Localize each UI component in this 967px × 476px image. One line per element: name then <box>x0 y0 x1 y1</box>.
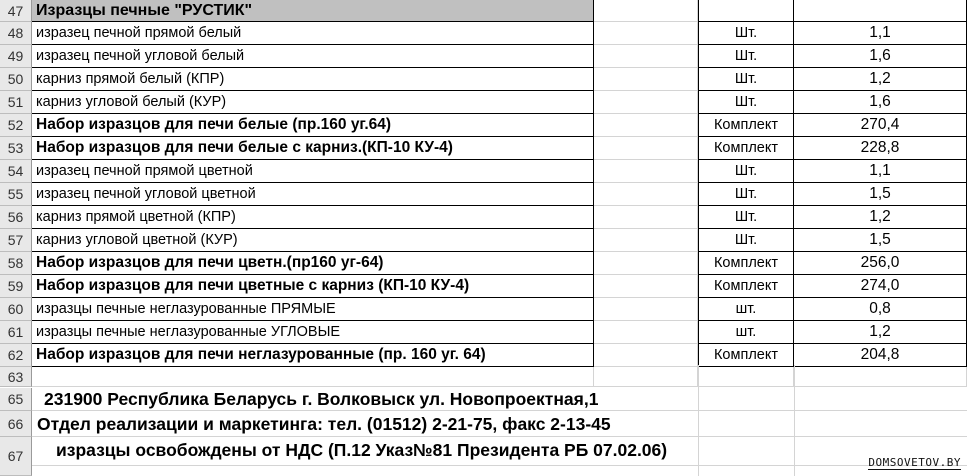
table-row <box>0 183 967 206</box>
empty-cell[interactable] <box>594 321 698 344</box>
item-name-cell[interactable]: карниз прямой цветной (КПР) <box>32 206 594 229</box>
item-name-cell[interactable]: Изразцы печные "РУСТИК" <box>32 0 594 22</box>
unit-cell[interactable] <box>698 0 794 22</box>
table-row <box>0 114 967 137</box>
unit-cell[interactable]: шт. <box>698 321 794 344</box>
table-row <box>0 298 967 321</box>
address-text: 231900 Республика Беларусь г. Волковыск ул. Новопроектная,1 <box>44 389 599 409</box>
empty-cell[interactable] <box>594 114 698 137</box>
table-row <box>0 206 967 229</box>
row-number: 63 <box>0 367 32 387</box>
row-number: 59 <box>0 275 32 298</box>
table-row <box>0 91 967 114</box>
item-name-cell[interactable]: изразец печной прямой белый <box>32 22 594 45</box>
table-row <box>0 275 967 298</box>
item-name-cell[interactable] <box>32 367 594 387</box>
unit-cell[interactable]: Комплект <box>698 344 794 367</box>
row-number: 66 <box>0 411 32 437</box>
item-name-cell[interactable]: изразец печной угловой цветной <box>32 183 594 206</box>
unit-cell[interactable]: Шт. <box>698 68 794 91</box>
table-row <box>0 45 967 68</box>
empty-cell[interactable] <box>594 91 698 114</box>
contacts-text: Отдел реализации и маркетинга: тел. (01512) 2-21-75, факс 2-13-45 <box>37 414 611 434</box>
price-cell[interactable]: 1,1 <box>794 160 967 183</box>
unit-cell[interactable]: Шт. <box>698 45 794 68</box>
price-cell[interactable]: 1,5 <box>794 229 967 252</box>
row-number: 58 <box>0 252 32 275</box>
item-name-cell[interactable]: Набор изразцов для печи белые с карниз.(КП-10 КУ-4) <box>32 137 594 160</box>
item-name-cell[interactable]: изразцы печные неглазурованные УГЛОВЫЕ <box>32 321 594 344</box>
empty-cell[interactable] <box>594 344 698 367</box>
item-name-cell[interactable]: Набор изразцов для печи неглазурованные (пр. 160 уг. 64) <box>32 344 594 367</box>
empty-cell[interactable] <box>594 45 698 68</box>
price-cell[interactable]: 1,2 <box>794 68 967 91</box>
empty-cell[interactable] <box>594 275 698 298</box>
price-cell[interactable]: 1,2 <box>794 321 967 344</box>
row-number: 48 <box>0 22 32 45</box>
item-name-cell[interactable]: изразец печной угловой белый <box>32 45 594 68</box>
unit-cell[interactable]: Комплект <box>698 252 794 275</box>
row-number: 61 <box>0 321 32 344</box>
table-row <box>0 137 967 160</box>
row-number: 51 <box>0 91 32 114</box>
price-cell[interactable]: 1,2 <box>794 206 967 229</box>
row-number: 47 <box>0 0 32 22</box>
table-row <box>0 160 967 183</box>
item-name-cell[interactable]: Набор изразцов для печи цветные с карниз (КП-10 КУ-4) <box>32 275 594 298</box>
row-number: 57 <box>0 229 32 252</box>
table-row <box>0 0 967 22</box>
table-row <box>0 344 967 367</box>
price-cell[interactable]: 228,8 <box>794 137 967 160</box>
empty-cell[interactable] <box>594 0 698 22</box>
empty-cell[interactable] <box>594 367 698 387</box>
unit-cell[interactable]: Комплект <box>698 114 794 137</box>
item-name-cell[interactable]: изразец печной прямой цветной <box>32 160 594 183</box>
unit-cell[interactable]: Шт. <box>698 91 794 114</box>
site-watermark: DOMSOVETOV.BY <box>868 456 961 469</box>
table-row <box>0 229 967 252</box>
vat-note-text: изразцы освобождены от НДС (П.12 Указ№81 Президента РБ 07.02.06) <box>56 440 668 460</box>
unit-cell[interactable]: Шт. <box>698 160 794 183</box>
row-number: 55 <box>0 183 32 206</box>
table-row <box>0 252 967 275</box>
empty-cell[interactable] <box>594 22 698 45</box>
empty-cell[interactable] <box>594 68 698 91</box>
empty-cell[interactable] <box>594 229 698 252</box>
empty-cell[interactable] <box>594 137 698 160</box>
row-number: 54 <box>0 160 32 183</box>
item-name-cell[interactable]: карниз прямой белый (КПР) <box>32 68 594 91</box>
price-cell[interactable]: 1,5 <box>794 183 967 206</box>
row-number: 60 <box>0 298 32 321</box>
item-name-cell[interactable]: карниз угловой белый (КУР) <box>32 91 594 114</box>
table-row <box>0 68 967 91</box>
row-number: 67 <box>0 437 32 476</box>
row-number: 50 <box>0 68 32 91</box>
unit-cell[interactable]: Комплект <box>698 275 794 298</box>
empty-cell[interactable] <box>594 252 698 275</box>
price-cell[interactable]: 0,8 <box>794 298 967 321</box>
price-cell[interactable] <box>794 0 967 22</box>
empty-cell[interactable] <box>594 160 698 183</box>
empty-cell[interactable] <box>594 206 698 229</box>
unit-cell[interactable]: Шт. <box>698 22 794 45</box>
price-cell[interactable]: 270,4 <box>794 114 967 137</box>
unit-cell[interactable] <box>698 367 794 387</box>
price-cell[interactable]: 1,6 <box>794 91 967 114</box>
table-row <box>0 22 967 45</box>
item-name-cell[interactable]: карниз угловой цветной (КУР) <box>32 229 594 252</box>
empty-cell[interactable] <box>594 183 698 206</box>
table-row <box>0 367 967 387</box>
item-name-cell[interactable]: Набор изразцов для печи цветн.(пр160 уг-64) <box>32 252 594 275</box>
empty-cell[interactable] <box>594 298 698 321</box>
price-cell[interactable]: 256,0 <box>794 252 967 275</box>
row-number: 62 <box>0 344 32 367</box>
price-cell[interactable]: 204,8 <box>794 344 967 367</box>
price-cell[interactable]: 1,1 <box>794 22 967 45</box>
price-cell[interactable]: 274,0 <box>794 275 967 298</box>
unit-cell[interactable]: Комплект <box>698 137 794 160</box>
item-name-cell[interactable]: Набор изразцов для печи белые (пр.160 уг.64) <box>32 114 594 137</box>
row-number: 49 <box>0 45 32 68</box>
unit-cell[interactable]: Шт. <box>698 229 794 252</box>
price-cell[interactable]: 1,6 <box>794 45 967 68</box>
row-number: 65 <box>0 388 32 411</box>
table-row <box>0 321 967 344</box>
row-number: 56 <box>0 206 32 229</box>
unit-cell[interactable]: Шт. <box>698 183 794 206</box>
row-number: 52 <box>0 114 32 137</box>
item-name-cell[interactable]: изразцы печные неглазурованные ПРЯМЫЕ <box>32 298 594 321</box>
row-number: 53 <box>0 137 32 160</box>
unit-cell[interactable]: шт. <box>698 298 794 321</box>
unit-cell[interactable]: Шт. <box>698 206 794 229</box>
price-cell[interactable] <box>794 367 967 387</box>
